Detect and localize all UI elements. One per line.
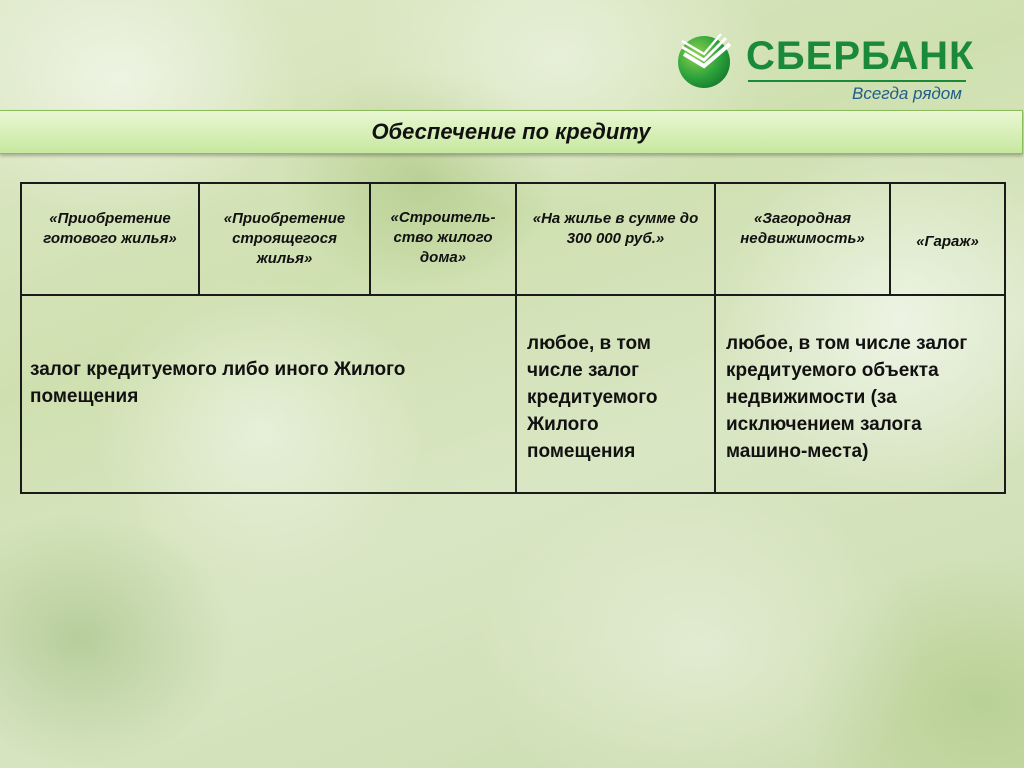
logo-slogan: Всегда рядом <box>852 84 962 103</box>
sberbank-logo <box>674 26 974 108</box>
logo-name: СБЕРБАНК <box>746 34 975 78</box>
table-header-cell: «Загородная недвижимость» <box>716 184 891 296</box>
title-bar <box>0 110 1023 154</box>
page-title: Обеспечение по кредиту <box>371 119 651 144</box>
sberbank-logo-icon <box>674 30 734 90</box>
table-cell: залог кредитуемого либо иного Жилого помещения <box>22 296 517 492</box>
table-header-cell: «Приобретение готового жилья» <box>22 184 200 296</box>
table-cell: любое, в том числе залог кредитуемого объекта недвижимости (за исключением залога машино-места) <box>726 333 968 462</box>
collateral-table <box>20 182 1006 494</box>
logo-underline <box>748 80 966 82</box>
table-header-cell: «На жилье в сумме до 300 000 руб.» <box>517 184 716 296</box>
table-header-cell: «Гараж» <box>891 184 1004 296</box>
table-header-cell: «Строитель-ство жилого дома» <box>371 184 517 296</box>
table-header-cell: «Приобретение строящегося жилья» <box>200 184 371 296</box>
table-cell: любое, в том числе залог кредитуемого Жилого помещения <box>517 296 716 492</box>
